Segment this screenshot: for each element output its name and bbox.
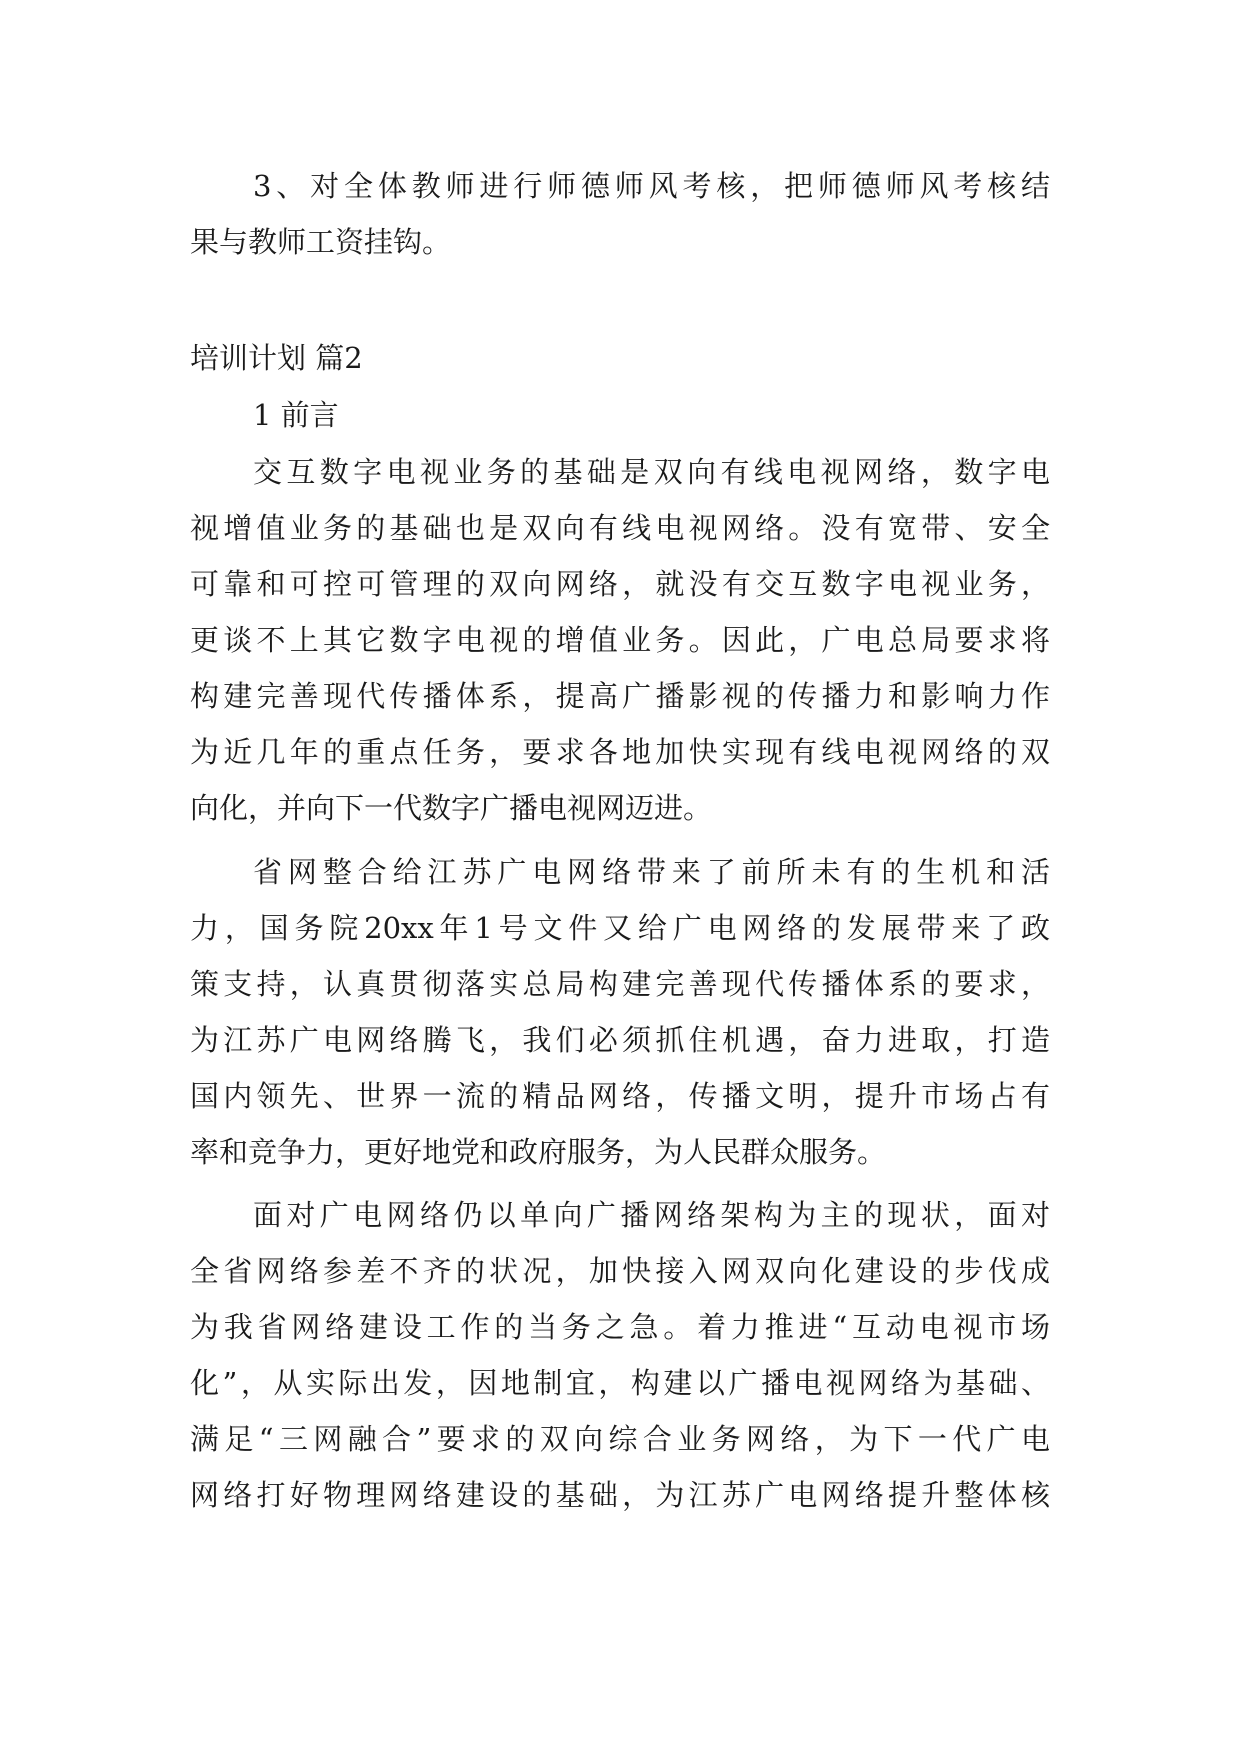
paragraph-line: 策支持，认真贯彻落实总局构建完善现代传播体系的要求， bbox=[190, 967, 1050, 1001]
paragraph-line: 全省网络参差不齐的状况，加快接入网双向化建设的步伐成 bbox=[190, 1254, 1050, 1288]
paragraph-line: 省网整合给江苏广电网络带来了前所未有的生机和活 bbox=[253, 855, 1050, 889]
paragraph-line: 视增值业务的基础也是双向有线电视网络。没有宽带、安全 bbox=[190, 511, 1050, 545]
paragraph-line: 国内领先、世界一流的精品网络，传播文明，提升市场占有 bbox=[190, 1079, 1050, 1113]
paragraph-line: 可靠和可控可管理的双向网络，就没有交互数字电视业务， bbox=[190, 567, 1050, 601]
section-heading: 培训计划 篇2 bbox=[190, 341, 363, 375]
subheading-preface: 1 前言 bbox=[253, 398, 339, 432]
paragraph-line: 构建完善现代传播体系，提高广播影视的传播力和影响力作 bbox=[190, 679, 1050, 713]
paragraph-line: 为我省网络建设工作的当务之急。着力推进“互动电视市场 bbox=[190, 1310, 1050, 1344]
paragraph-bidirectional bbox=[190, 1187, 1050, 1523]
paragraph-teacher-assessment bbox=[190, 158, 1050, 270]
paragraph-line: 化”，从实际出发，因地制宜，构建以广播电视网络为基础、 bbox=[190, 1366, 1050, 1400]
paragraph-line: 交互数字电视业务的基础是双向有线电视网络，数字电 bbox=[253, 455, 1050, 489]
paragraph-line: 为江苏广电网络腾飞，我们必须抓住机遇，奋力进取，打造 bbox=[190, 1023, 1050, 1057]
paragraph-line: 向化，并向下一代数字广播电视网迈进。 bbox=[190, 791, 713, 825]
paragraph-jiangsu-network bbox=[190, 844, 1050, 1180]
paragraph-line: 3、对全体教师进行师德师风考核，把师德师风考核结 bbox=[253, 169, 1050, 203]
paragraph-line: 力，国务院20xx年1号文件又给广电网络的发展带来了政 bbox=[190, 911, 1050, 945]
paragraph-digital-tv bbox=[190, 444, 1050, 836]
paragraph-line: 满足“三网融合”要求的双向综合业务网络，为下一代广电 bbox=[190, 1422, 1050, 1456]
paragraph-line: 网络打好物理网络建设的基础，为江苏广电网络提升整体核 bbox=[190, 1478, 1050, 1512]
paragraph-line: 面对广电网络仍以单向广播网络架构为主的现状，面对 bbox=[253, 1198, 1050, 1232]
paragraph-line: 为近几年的重点任务，要求各地加快实现有线电视网络的双 bbox=[190, 735, 1050, 769]
paragraph-line: 率和竞争力，更好地党和政府服务，为人民群众服务。 bbox=[190, 1135, 887, 1169]
paragraph-line: 果与教师工资挂钩。 bbox=[190, 225, 452, 259]
paragraph-line: 更谈不上其它数字电视的增值业务。因此，广电总局要求将 bbox=[190, 623, 1050, 657]
